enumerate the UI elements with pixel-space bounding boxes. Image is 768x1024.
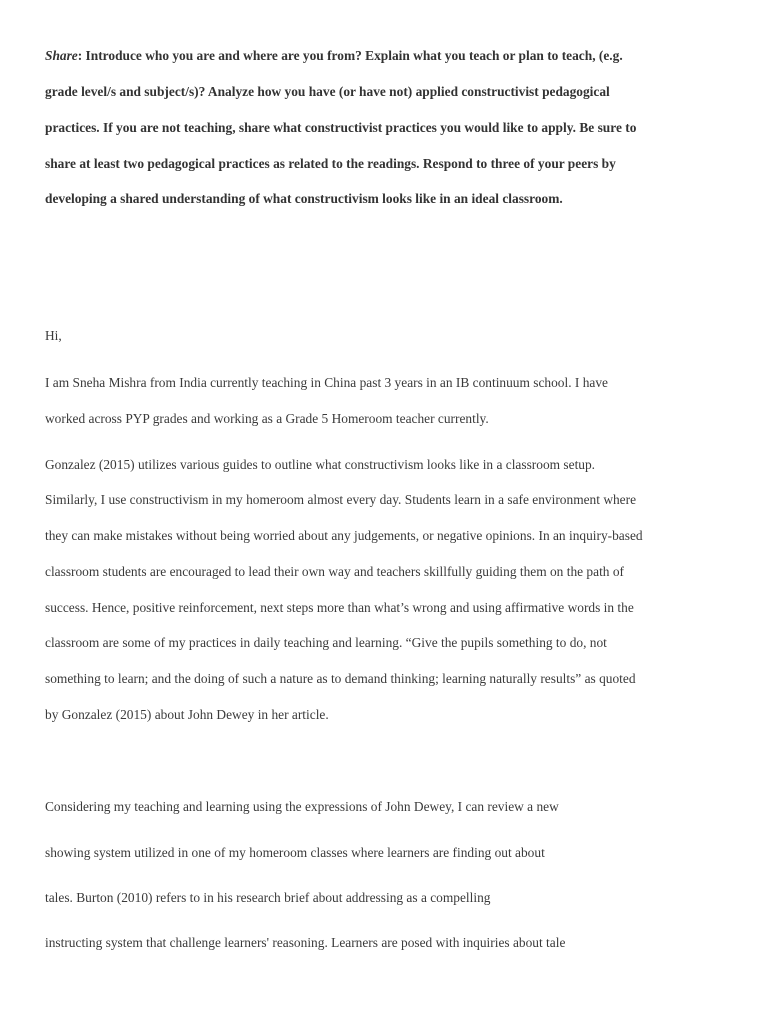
paragraph-line: Considering my teaching and learning using the expressions of John Dewey, I can review a new xyxy=(45,799,559,814)
intro-line: worked across PYP grades and working as a Grade 5 Homeroom teacher currently. xyxy=(45,411,489,426)
paragraph-line: instructing system that challenge learners' reasoning. Learners are posed with inquiries about tale xyxy=(45,935,566,950)
paragraph-line: Similarly, I use constructivism in my homeroom almost every day. Students learn in a safe environment where xyxy=(45,492,637,507)
paragraph-line: Gonzalez (2015) utilizes various guides to outline what constructivism looks like in a classroom setup. xyxy=(45,457,596,472)
intro-line: I am Sneha Mishra from India currently teaching in China past 3 years in an IB continuum school. I have xyxy=(45,375,609,390)
prompt-line-2: grade level/s and subject/s)? Analyze how you have (or have not) applied constructivist pedagogical xyxy=(45,84,610,99)
paragraph-line: they can make mistakes without being worried about any judgements, or negative opinions. In an inquiry-based xyxy=(45,528,643,543)
paragraph-line: something to learn; and the doing of such a nature as to demand thinking; learning naturally results” as quoted xyxy=(45,671,636,686)
prompt-line-4: share at least two pedagogical practices as related to the readings. Respond to three of your peers by xyxy=(45,156,616,171)
paragraph-line: classroom students are encouraged to lead their own way and teachers skillfully guiding them on the path of xyxy=(45,564,624,579)
paragraph-line: by Gonzalez (2015) about John Dewey in her article. xyxy=(45,707,329,722)
prompt-line-3: practices. If you are not teaching, share what constructivist practices you would like to apply. Be sure to xyxy=(45,120,637,135)
prompt-lead: Share xyxy=(45,48,78,63)
prompt-line-5: developing a shared understanding of what constructivism looks like in an ideal classroom. xyxy=(45,191,563,206)
prompt-line-1 xyxy=(45,48,623,64)
greeting: Hi, xyxy=(45,328,62,343)
paragraph-line: classroom are some of my practices in daily teaching and learning. “Give the pupils something to do, not xyxy=(45,635,607,650)
paragraph-line: showing system utilized in one of my homeroom classes where learners are finding out about xyxy=(45,845,545,860)
prompt-line-1-text: : Introduce who you are and where are you from? Explain what you teach or plan to teach, (e.g. xyxy=(77,48,623,63)
paragraph-line: success. Hence, positive reinforcement, next steps more than what’s wrong and using affirmative words in the xyxy=(45,600,634,615)
paragraph-line: tales. Burton (2010) refers to in his research brief about addressing as a compelling xyxy=(45,890,491,905)
